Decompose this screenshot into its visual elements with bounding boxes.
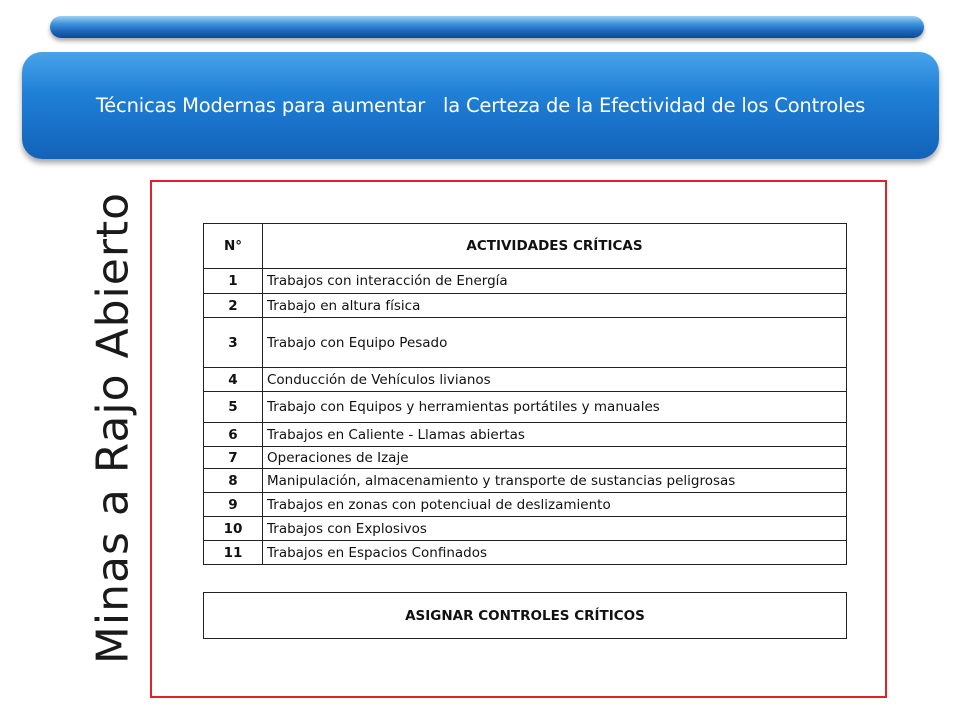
table-row: [204, 423, 847, 447]
row-number: 11: [204, 541, 263, 565]
title-banner: [22, 52, 939, 159]
row-number: 7: [204, 447, 263, 469]
row-activity: Trabajos en Caliente - Llamas abiertas: [263, 423, 847, 447]
table-row: [204, 392, 847, 423]
row-number: 8: [204, 469, 263, 493]
row-number: 2: [204, 294, 263, 318]
table-row: [204, 447, 847, 469]
row-activity: Trabajos en Espacios Confinados: [263, 541, 847, 565]
assign-controls-label: ASIGNAR CONTROLES CRÍTICOS: [405, 607, 645, 624]
table-row: [204, 318, 847, 368]
side-title: Minas a Rajo Abierto: [87, 191, 139, 665]
top-decorative-bar: [50, 16, 924, 38]
table-row: [204, 493, 847, 517]
assign-controls-box: [203, 592, 847, 639]
table-row: [204, 368, 847, 392]
row-activity: Trabajo con Equipo Pesado: [263, 318, 847, 368]
table-row: [204, 294, 847, 318]
row-number: 1: [204, 269, 263, 294]
table-row: [204, 269, 847, 294]
row-activity: Trabajo con Equipos y herramientas portátiles y manuales: [263, 392, 847, 423]
table-row: [204, 541, 847, 565]
row-number: 9: [204, 493, 263, 517]
row-number: 4: [204, 368, 263, 392]
row-activity: Manipulación, almacenamiento y transporte de sustancias peligrosas: [263, 469, 847, 493]
table-row: [204, 469, 847, 493]
table-row: [204, 517, 847, 541]
column-header-activities: ACTIVIDADES CRÍTICAS: [263, 224, 847, 269]
row-number: 10: [204, 517, 263, 541]
row-activity: Conducción de Vehículos livianos: [263, 368, 847, 392]
table-header-row: [204, 224, 847, 269]
row-activity: Trabajos con interacción de Energía: [263, 269, 847, 294]
row-activity: Trabajos en zonas con potenciual de deslizamiento: [263, 493, 847, 517]
row-number: 5: [204, 392, 263, 423]
row-number: 3: [204, 318, 263, 368]
row-activity: Operaciones de Izaje: [263, 447, 847, 469]
activities-table: [203, 223, 847, 565]
row-activity: Trabajos con Explosivos: [263, 517, 847, 541]
row-number: 6: [204, 423, 263, 447]
column-header-number: N°: [204, 224, 263, 269]
page-title: Técnicas Modernas para aumentar la Certeza de la Efectividad de los Controles: [95, 94, 866, 117]
row-activity: Trabajo en altura física: [263, 294, 847, 318]
